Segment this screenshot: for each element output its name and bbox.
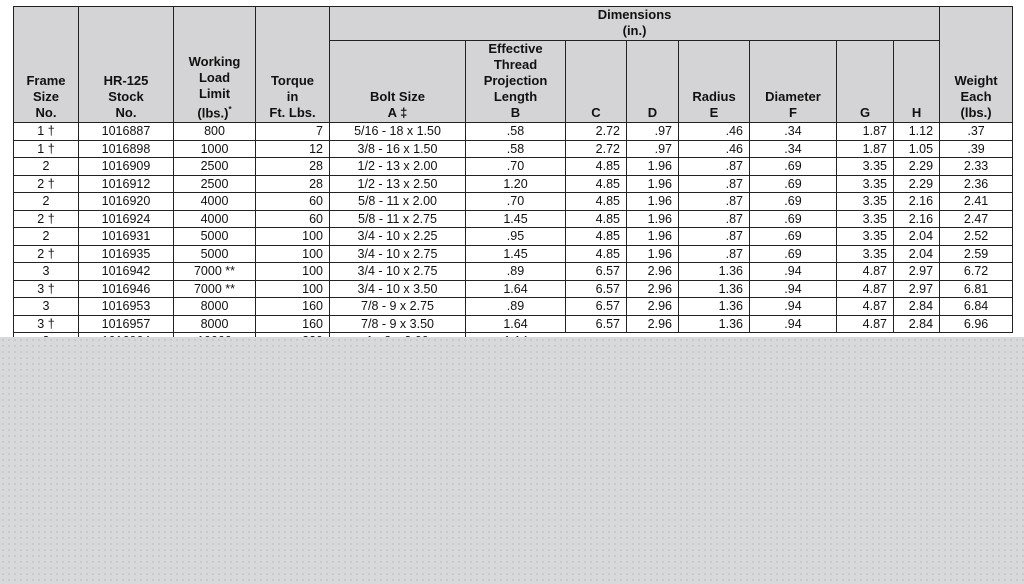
header-d: D xyxy=(627,41,679,123)
bolt-size-cell: 1/2 - 13 x 2.50 xyxy=(330,175,466,193)
table-row xyxy=(14,158,1013,176)
stock-no-cell: 1016953 xyxy=(79,298,174,316)
load-limit-cell: 7000 ** xyxy=(174,280,256,298)
stock-no-cell: 1016931 xyxy=(79,228,174,246)
dimension-d-cell: 1.96 xyxy=(627,245,679,263)
header-torque: Torque in Ft. Lbs. xyxy=(256,7,330,123)
torque-cell: 28 xyxy=(256,175,330,193)
dimension-c-cell: 4.85 xyxy=(566,175,627,193)
dimension-c-cell: 6.57 xyxy=(566,298,627,316)
dimension-d-cell: 1.96 xyxy=(627,210,679,228)
weight-cell: 2.59 xyxy=(940,245,1013,263)
diameter-cell: .69 xyxy=(750,210,837,228)
bolt-size-cell: 3/8 - 16 x 1.50 xyxy=(330,140,466,158)
table-row xyxy=(14,298,1013,316)
diameter-cell: .34 xyxy=(750,123,837,141)
bolt-size-cell: 5/8 - 11 x 2.00 xyxy=(330,193,466,211)
header-dimensions: Dimensions (in.) xyxy=(330,7,940,41)
weight-cell: 6.84 xyxy=(940,298,1013,316)
bolt-size-cell: 7/8 - 9 x 2.75 xyxy=(330,298,466,316)
thread-length-cell: .70 xyxy=(466,158,566,176)
bolt-size-cell: 3/4 - 10 x 2.25 xyxy=(330,228,466,246)
weight-cell: 2.33 xyxy=(940,158,1013,176)
weight-cell: 2.52 xyxy=(940,228,1013,246)
weight-cell: .39 xyxy=(940,140,1013,158)
radius-cell: .46 xyxy=(679,140,750,158)
dimension-c-cell: 4.85 xyxy=(566,210,627,228)
bolt-size-cell: 3/4 - 10 x 2.75 xyxy=(330,245,466,263)
table-row xyxy=(14,315,1013,333)
dimension-h-cell: 2.16 xyxy=(894,210,940,228)
radius-cell: 1.36 xyxy=(679,280,750,298)
dimension-h-cell: 2.29 xyxy=(894,175,940,193)
table-row xyxy=(14,210,1013,228)
thread-length-cell: .95 xyxy=(466,228,566,246)
header-frame-size: Frame Size No. xyxy=(14,7,79,123)
dimension-h-cell: 2.16 xyxy=(894,193,940,211)
diameter-cell: .94 xyxy=(750,315,837,333)
load-limit-cell: 1000 xyxy=(174,140,256,158)
dimension-d-cell: 1.96 xyxy=(627,175,679,193)
diameter-cell: .94 xyxy=(750,280,837,298)
torque-cell: 160 xyxy=(256,298,330,316)
thread-length-cell: .58 xyxy=(466,140,566,158)
table-row xyxy=(14,263,1013,281)
stock-no-cell: 1016957 xyxy=(79,315,174,333)
frame-size-cell: 3 xyxy=(14,298,79,316)
torque-cell: 100 xyxy=(256,280,330,298)
dimension-g-cell: 3.35 xyxy=(837,245,894,263)
table-row xyxy=(14,280,1013,298)
radius-cell: 1.36 xyxy=(679,298,750,316)
radius-cell: .87 xyxy=(679,228,750,246)
header-weight-each: Weight Each (lbs.) xyxy=(940,7,1013,123)
bolt-size-cell: 5/8 - 11 x 2.75 xyxy=(330,210,466,228)
stock-no-cell: 1016924 xyxy=(79,210,174,228)
table-row xyxy=(14,245,1013,263)
torque-cell: 60 xyxy=(256,193,330,211)
frame-size-cell: 2 † xyxy=(14,175,79,193)
thread-length-cell: 1.45 xyxy=(466,210,566,228)
torque-cell: 100 xyxy=(256,228,330,246)
bolt-size-cell: 5/16 - 18 x 1.50 xyxy=(330,123,466,141)
thread-length-cell: .58 xyxy=(466,123,566,141)
dimension-c-cell: 2.72 xyxy=(566,123,627,141)
header-radius: Radius E xyxy=(679,41,750,123)
frame-size-cell: 3 † xyxy=(14,280,79,298)
stock-no-cell: 1016935 xyxy=(79,245,174,263)
empty-background-area xyxy=(0,337,1024,584)
dimension-d-cell: .97 xyxy=(627,140,679,158)
dimension-h-cell: 2.97 xyxy=(894,280,940,298)
radius-cell: .87 xyxy=(679,210,750,228)
weight-cell: 6.81 xyxy=(940,280,1013,298)
bolt-size-cell: 1/2 - 13 x 2.00 xyxy=(330,158,466,176)
frame-size-cell: 3 xyxy=(14,263,79,281)
header-working-load-limit: Working Load Limit (lbs.)* xyxy=(174,7,256,123)
dimension-g-cell: 3.35 xyxy=(837,193,894,211)
load-limit-cell: 8000 xyxy=(174,315,256,333)
load-limit-cell: 800 xyxy=(174,123,256,141)
frame-size-cell: 2 xyxy=(14,158,79,176)
dimension-c-cell: 4.85 xyxy=(566,228,627,246)
dimension-d-cell: .97 xyxy=(627,123,679,141)
table-body xyxy=(14,123,1013,351)
dimension-g-cell: 3.35 xyxy=(837,210,894,228)
diameter-cell: .94 xyxy=(750,298,837,316)
load-limit-cell: 8000 xyxy=(174,298,256,316)
dimension-d-cell: 1.96 xyxy=(627,193,679,211)
header-c: C xyxy=(566,41,627,123)
frame-size-cell: 2 xyxy=(14,228,79,246)
dimension-d-cell: 1.96 xyxy=(627,228,679,246)
load-limit-cell: 4000 xyxy=(174,210,256,228)
radius-cell: .87 xyxy=(679,158,750,176)
weight-cell: 6.96 xyxy=(940,315,1013,333)
weight-cell: 2.36 xyxy=(940,175,1013,193)
thread-length-cell: 1.20 xyxy=(466,175,566,193)
header-thread-length: Effective Thread Projection Length B xyxy=(466,41,566,123)
header-stock-no: HR-125 Stock No. xyxy=(79,7,174,123)
radius-cell: .87 xyxy=(679,193,750,211)
thread-length-cell: 1.64 xyxy=(466,280,566,298)
dimension-d-cell: 2.96 xyxy=(627,263,679,281)
dimension-d-cell: 2.96 xyxy=(627,315,679,333)
thread-length-cell: .89 xyxy=(466,298,566,316)
frame-size-cell: 3 † xyxy=(14,315,79,333)
table-row xyxy=(14,228,1013,246)
weight-cell: .37 xyxy=(940,123,1013,141)
frame-size-cell: 2 xyxy=(14,193,79,211)
load-limit-cell: 2500 xyxy=(174,158,256,176)
diameter-cell: .94 xyxy=(750,263,837,281)
torque-cell: 100 xyxy=(256,263,330,281)
dimension-g-cell: 4.87 xyxy=(837,315,894,333)
dimension-g-cell: 4.87 xyxy=(837,298,894,316)
load-limit-cell: 5000 xyxy=(174,245,256,263)
dimension-h-cell: 2.29 xyxy=(894,158,940,176)
weight-cell: 2.47 xyxy=(940,210,1013,228)
frame-size-cell: 1 † xyxy=(14,140,79,158)
specification-table xyxy=(13,6,1013,351)
stock-no-cell: 1016912 xyxy=(79,175,174,193)
stock-no-cell: 1016946 xyxy=(79,280,174,298)
weight-cell: 2.41 xyxy=(940,193,1013,211)
load-limit-cell: 2500 xyxy=(174,175,256,193)
bolt-size-cell: 3/4 - 10 x 3.50 xyxy=(330,280,466,298)
table-row xyxy=(14,175,1013,193)
dimension-h-cell: 1.05 xyxy=(894,140,940,158)
dimension-g-cell: 4.87 xyxy=(837,280,894,298)
thread-length-cell: .89 xyxy=(466,263,566,281)
frame-size-cell: 2 † xyxy=(14,245,79,263)
load-limit-cell: 4000 xyxy=(174,193,256,211)
stock-no-cell: 1016898 xyxy=(79,140,174,158)
thread-length-cell: 1.45 xyxy=(466,245,566,263)
dimension-h-cell: 2.04 xyxy=(894,245,940,263)
dimension-h-cell: 2.04 xyxy=(894,228,940,246)
stock-no-cell: 1016909 xyxy=(79,158,174,176)
dimension-h-cell: 2.84 xyxy=(894,315,940,333)
dimension-h-cell: 1.12 xyxy=(894,123,940,141)
bolt-size-cell: 3/4 - 10 x 2.75 xyxy=(330,263,466,281)
header-bolt-size: Bolt Size A ‡ xyxy=(330,41,466,123)
radius-cell: 1.36 xyxy=(679,315,750,333)
dimension-h-cell: 2.84 xyxy=(894,298,940,316)
diameter-cell: .69 xyxy=(750,193,837,211)
table-row xyxy=(14,140,1013,158)
torque-cell: 100 xyxy=(256,245,330,263)
header-g: G xyxy=(837,41,894,123)
dimension-g-cell: 1.87 xyxy=(837,140,894,158)
radius-cell: .46 xyxy=(679,123,750,141)
dimension-g-cell: 3.35 xyxy=(837,228,894,246)
dimension-c-cell: 4.85 xyxy=(566,245,627,263)
radius-cell: .87 xyxy=(679,245,750,263)
radius-cell: .87 xyxy=(679,175,750,193)
torque-cell: 12 xyxy=(256,140,330,158)
wll-footnote-mark: * xyxy=(228,104,232,114)
dimension-c-cell: 4.85 xyxy=(566,193,627,211)
frame-size-cell: 2 † xyxy=(14,210,79,228)
dimension-g-cell: 3.35 xyxy=(837,175,894,193)
table-row xyxy=(14,123,1013,141)
stock-no-cell: 1016887 xyxy=(79,123,174,141)
torque-cell: 160 xyxy=(256,315,330,333)
diameter-cell: .34 xyxy=(750,140,837,158)
diameter-cell: .69 xyxy=(750,175,837,193)
dimension-g-cell: 1.87 xyxy=(837,123,894,141)
header-h: H xyxy=(894,41,940,123)
dimension-d-cell: 2.96 xyxy=(627,298,679,316)
radius-cell: 1.36 xyxy=(679,263,750,281)
dimension-c-cell: 2.72 xyxy=(566,140,627,158)
stock-no-cell: 1016920 xyxy=(79,193,174,211)
dimension-c-cell: 6.57 xyxy=(566,315,627,333)
table-row xyxy=(14,193,1013,211)
torque-cell: 28 xyxy=(256,158,330,176)
stock-no-cell: 1016942 xyxy=(79,263,174,281)
header-diameter: Diameter F xyxy=(750,41,837,123)
dimension-g-cell: 3.35 xyxy=(837,158,894,176)
diameter-cell: .69 xyxy=(750,158,837,176)
dimension-c-cell: 4.85 xyxy=(566,158,627,176)
dimension-h-cell: 2.97 xyxy=(894,263,940,281)
torque-cell: 60 xyxy=(256,210,330,228)
torque-cell: 7 xyxy=(256,123,330,141)
dimension-c-cell: 6.57 xyxy=(566,263,627,281)
load-limit-cell: 5000 xyxy=(174,228,256,246)
frame-size-cell: 1 † xyxy=(14,123,79,141)
diameter-cell: .69 xyxy=(750,245,837,263)
dimension-d-cell: 1.96 xyxy=(627,158,679,176)
thread-length-cell: 1.64 xyxy=(466,315,566,333)
thread-length-cell: .70 xyxy=(466,193,566,211)
diameter-cell: .69 xyxy=(750,228,837,246)
dimension-d-cell: 2.96 xyxy=(627,280,679,298)
dimension-g-cell: 4.87 xyxy=(837,263,894,281)
load-limit-cell: 7000 ** xyxy=(174,263,256,281)
bolt-size-cell: 7/8 - 9 x 3.50 xyxy=(330,315,466,333)
weight-cell: 6.72 xyxy=(940,263,1013,281)
dimension-c-cell: 6.57 xyxy=(566,280,627,298)
